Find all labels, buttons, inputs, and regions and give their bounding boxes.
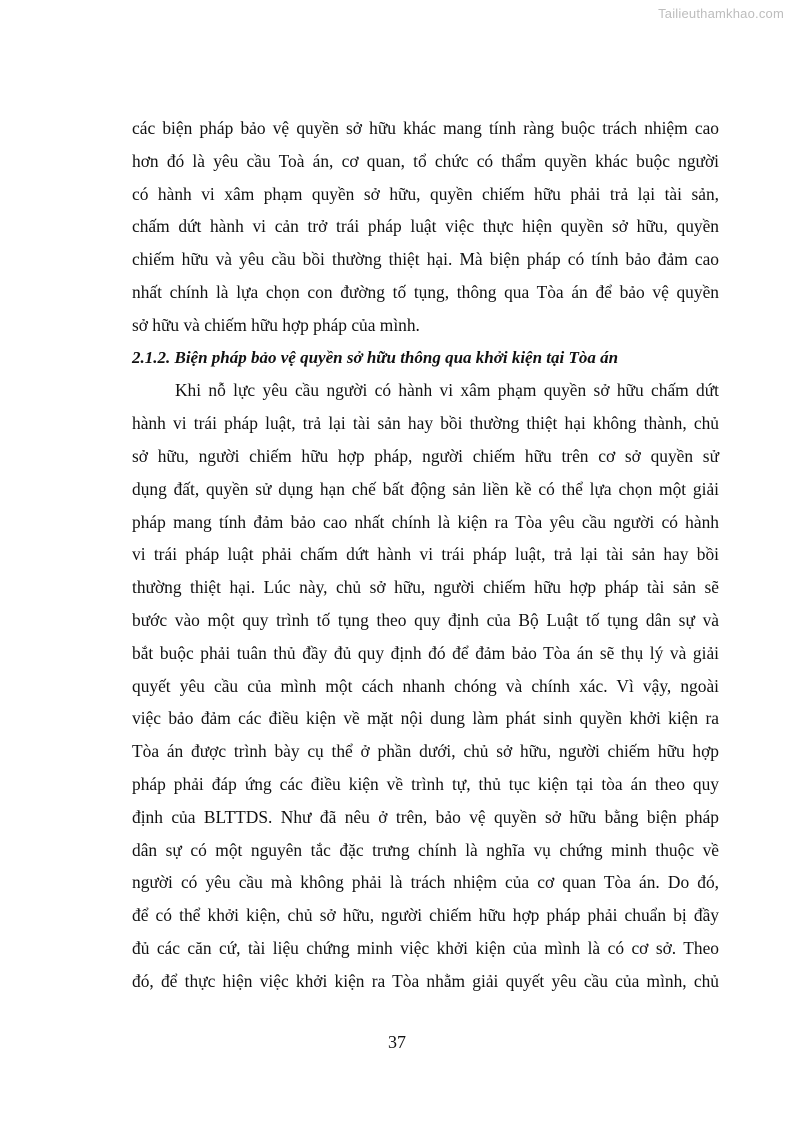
text-line: Khi nỗ lực yêu cầu người có hành vi xâm phạm quyền sở hữu chấm dứt (175, 380, 719, 401)
text-line: vi trái pháp luật phải chấm dứt hành vi trái pháp luật, trả lại tài sản hay bồi (132, 544, 719, 565)
text-line: thường thiệt hại. Lúc này, chủ sở hữu, người chiếm hữu hợp pháp tài sản sẽ (132, 577, 719, 598)
text-line: quyết yêu cầu của mình một cách nhanh chóng và chính xác. Vì vậy, ngoài (132, 675, 719, 696)
text-line: chiếm hữu và yêu cầu bồi thường thiệt hại. Mà biện pháp có tính bảo đảm cao (132, 249, 719, 270)
text-line: sở hữu, người chiếm hữu hợp pháp, người chiếm hữu trên cơ sở quyền sử (132, 445, 719, 466)
text-line: dụng đất, quyền sử dụng hạn chế bất động sản liền kề có thể lựa chọn một giải (132, 478, 719, 499)
paragraph-1 (132, 112, 719, 342)
text-line: đó, để thực hiện việc khởi kiện ra Tòa nhằm giải quyết yêu cầu của mình, chủ (132, 970, 719, 991)
text-line: pháp phải đáp ứng các điều kiện về trình tự, thủ tục kiện tại tòa án theo quy (132, 773, 719, 794)
watermark-text: Tailieuthamkhao.com (658, 6, 784, 21)
text-line: có hành vi xâm phạm quyền sở hữu, quyền chiếm hữu phải trả lại tài sản, (132, 183, 719, 204)
text-line: bắt buộc phải tuân thủ đầy đủ quy định đó để đảm bảo Tòa án sẽ thụ lý và giải (132, 642, 719, 663)
document-body (132, 112, 719, 998)
text-line: nhất chính là lựa chọn con đường tố tụng, thông qua Tòa án để bảo vệ quyền (132, 281, 719, 302)
text-line: sở hữu và chiếm hữu hợp pháp của mình. (132, 314, 420, 335)
text-line: người có yêu cầu mà không phải là trách nhiệm của cơ quan Tòa án. Do đó, (132, 872, 719, 893)
text-line: việc bảo đảm các điều kiện về mặt nội dung làm phát sinh quyền khởi kiện ra (132, 708, 719, 729)
paragraph-2 (132, 374, 719, 997)
text-line: pháp mang tính đảm bảo cao nhất chính là kiện ra Tòa yêu cầu người có hành (132, 511, 719, 532)
text-line: các biện pháp bảo vệ quyền sở hữu khác mang tính ràng buộc trách nhiệm cao (132, 118, 719, 138)
text-line: hành vi trái pháp luật, trả lại tài sản hay bồi thường thiệt hại không thành, chủ (132, 413, 719, 434)
text-line: dân sự có một nguyên tắc đặc trưng chính là nghĩa vụ chứng minh thuộc về (132, 839, 719, 860)
page-number: 37 (388, 1032, 406, 1052)
text-line: Tòa án được trình bày cụ thể ở phần dưới, chủ sở hữu, người chiếm hữu hợp (132, 741, 719, 762)
text-line: định của BLTTDS. Như đã nêu ở trên, bảo vệ quyền sở hữu bằng biện pháp (132, 806, 719, 827)
text-line: hơn đó là yêu cầu Toà án, cơ quan, tổ chức có thẩm quyền khác buộc người (132, 150, 719, 171)
text-line: đủ các căn cứ, tài liệu chứng minh việc khởi kiện của mình là có cơ sở. Theo (132, 937, 719, 958)
text-line: chấm dứt hành vi cản trở trái pháp luật việc thực hiện quyền sở hữu, quyền (132, 216, 719, 237)
text-line: bước vào một quy trình tố tụng theo quy định của Bộ Luật tố tụng dân sự và (132, 609, 719, 630)
section-heading: 2.1.2. Biện pháp bảo vệ quyền sở hữu thông qua khởi kiện tại Tòa án (132, 347, 619, 367)
text-line: để có thể khởi kiện, chủ sở hữu, người chiếm hữu hợp pháp phải chuẩn bị đầy (132, 905, 719, 926)
